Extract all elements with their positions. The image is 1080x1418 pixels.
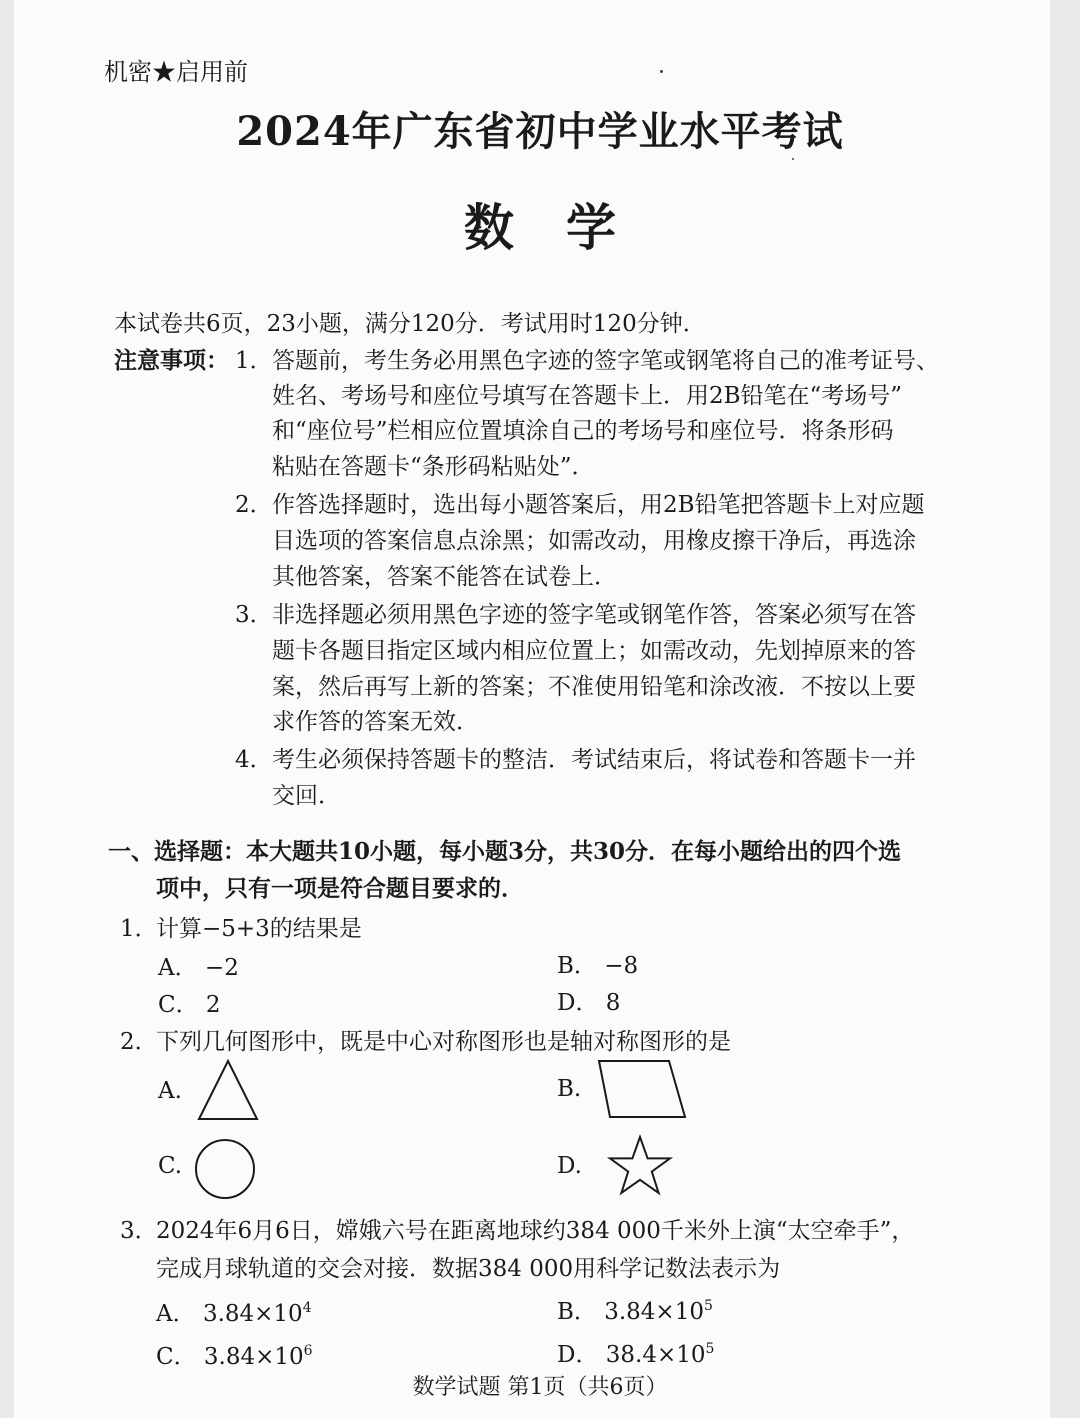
parallelogram-icon: [596, 1058, 688, 1120]
q3-option-b-label: B．: [557, 1299, 597, 1325]
circle-icon: [194, 1138, 256, 1200]
q2-option-a-label: A.: [158, 1078, 182, 1104]
q3-number: 3．: [120, 1218, 158, 1244]
exam-intro: 本试卷共6页，23小题，满分120分．考试用时120分钟．: [114, 311, 706, 337]
q3-option-b-value: 3.84×10: [604, 1299, 704, 1325]
q3-option-a-value: 3.84×10: [202, 1301, 303, 1327]
note-3-line-1: 非选择题必须用黑色字迹的签字笔或钢笔作答，答案必须写在答: [272, 602, 916, 628]
note-2-line-1: 作答选择题时，选出每小题答案后，用2B铅笔把答题卡上对应题: [272, 492, 925, 518]
q3-option-b: [557, 1293, 713, 1326]
note-3-line-4: 求作答的答案无效．: [272, 709, 479, 735]
triangle-icon: [196, 1058, 260, 1122]
q1-option-a: A． −2: [158, 955, 239, 981]
q3-option-c-label: C．: [156, 1344, 197, 1370]
scan-speck: [792, 158, 794, 160]
scan-speck: [660, 70, 663, 73]
note-4-num: 4．: [235, 747, 273, 773]
q3-option-d-label: D．: [557, 1342, 599, 1368]
q2-text: 下列几何图形中，既是中心对称图形也是轴对称图形的是: [156, 1029, 731, 1055]
note-1-line-4: 粘贴在答题卡“条形码粘贴处”．: [272, 454, 595, 480]
q3-option-c-value: 3.84×10: [203, 1344, 304, 1370]
page-footer: 数学试题 第1页（共6页）: [412, 1375, 668, 1400]
note-4-line-1: 考生必须保持答题卡的整洁．考试结束后，将试卷和答题卡一并: [272, 747, 916, 773]
subject-title: 数学: [464, 198, 668, 257]
q3-option-d-value: 38.4×10: [605, 1342, 706, 1368]
q2-number: 2．: [120, 1029, 158, 1055]
q3-option-c-exponent: 6: [303, 1343, 313, 1359]
confidential-label: 机密★启用前: [104, 58, 248, 86]
q3-line-2: 完成月球轨道的交会对接．数据384 000用科学记数法表示为: [156, 1256, 781, 1282]
section-1-line-2: 项中，只有一项是符合题目要求的．: [156, 875, 524, 902]
note-2-line-2: 目选项的答案信息点涂黑；如需改动，用橡皮擦干净后，再选涂: [272, 528, 916, 554]
note-3-line-3: 案，然后再写上新的答案；不准使用铅笔和涂改液．不按以上要: [272, 674, 916, 700]
exam-title: 2024年广东省初中学业水平考试: [236, 108, 844, 155]
note-4-line-2: 交回．: [272, 783, 341, 809]
note-1-line-2: 姓名、考场号和座位号填写在答题卡上．用2B铅笔在“考场号”: [272, 383, 903, 409]
q1-option-d: D． 8: [557, 990, 621, 1016]
q2-option-c-label: C.: [158, 1153, 183, 1179]
q3-option-c: [156, 1338, 313, 1371]
q1-number: 1．: [120, 916, 158, 942]
q3-line-1: 2024年6月6日，嫦娥六号在距离地球约384 000千米外上演“太空牵手”，: [156, 1218, 915, 1244]
note-3-line-2: 题卡各题目指定区域内相应位置上；如需改动，先划掉原来的答: [272, 638, 916, 664]
q2-option-b-label: B.: [557, 1076, 582, 1102]
note-1-num: 1．: [235, 348, 273, 374]
star-icon: [606, 1134, 674, 1198]
note-2-line-3: 其他答案，答案不能答在试卷上．: [272, 564, 617, 590]
note-1-line-3: 和“座位号”栏相应位置填涂自己的考场号和座位号．将条形码: [272, 418, 894, 444]
note-2-num: 2．: [235, 492, 273, 518]
q3-option-a-exponent: 4: [302, 1300, 312, 1316]
note-3-num: 3．: [235, 602, 273, 628]
q3-option-d: [557, 1336, 714, 1369]
q2-option-d-label: D.: [557, 1153, 582, 1179]
notes-label: 注意事项：: [114, 347, 229, 374]
q3-option-a-label: A．: [156, 1301, 196, 1327]
q1-text: 计算−5+3的结果是: [156, 916, 362, 942]
note-1-line-1: 答题前，考生务必用黑色字迹的签字笔或钢笔将自己的准考证号、: [272, 348, 939, 374]
q3-option-b-exponent: 5: [703, 1298, 713, 1314]
q1-option-c: C． 2: [158, 992, 221, 1018]
q1-option-b: B． −8: [557, 953, 639, 979]
q3-option-d-exponent: 5: [705, 1341, 715, 1357]
q3-option-a: [156, 1295, 312, 1328]
section-1-line-1: 一、选择题：本大题共10小题，每小题3分，共30分．在每小题给出的四个选: [108, 838, 902, 865]
